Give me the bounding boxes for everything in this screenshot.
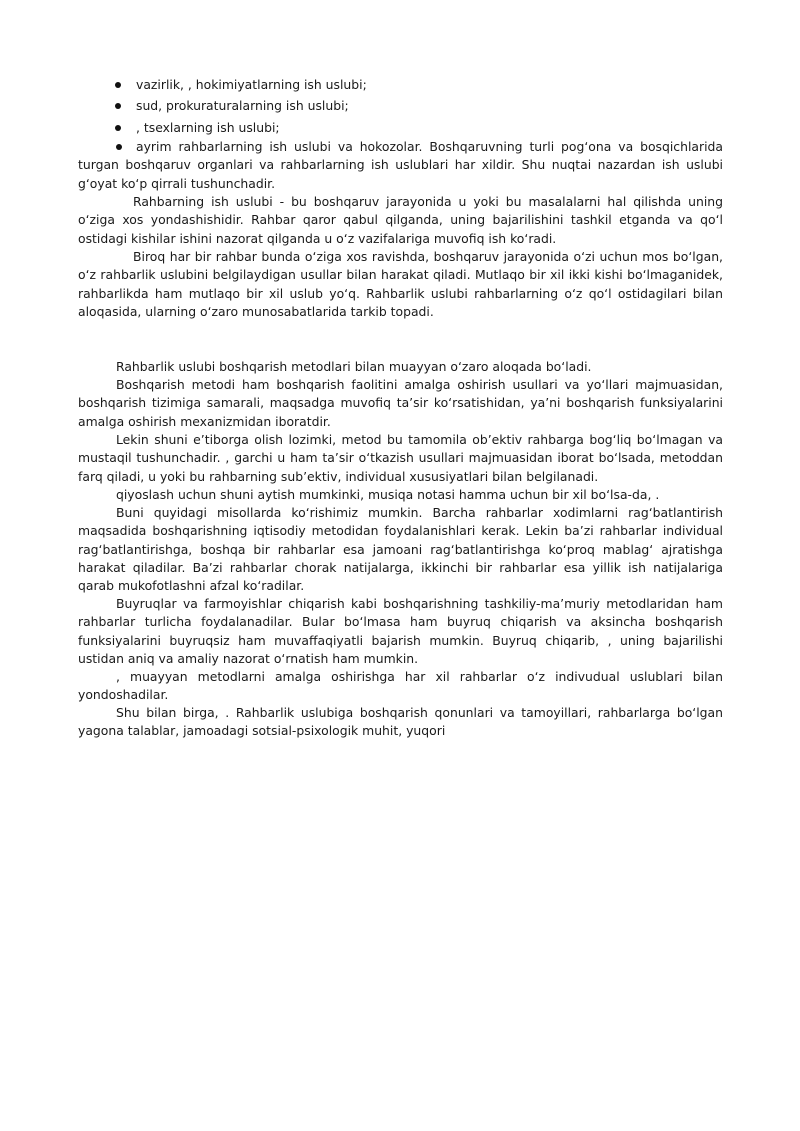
paragraph: Buyruqlar va farmoyishlar chiqarish kabi boshqarishning tashkiliy-ma’muriy metodlaridan ham rahbarlar turlicha foydalanadilar. Bular bo‘lmasa ham buyruq chiqarish va aksincha boshqarish funksiyalarini buyruqsiz ham muvaffaqiyatli bajarish mumkin. Buyruq chiqarib, , uning bajarilishi ustidan aniq va amaliy nazorat o‘rnatish ham mumkin. bbox=[78, 596, 723, 666]
bullet-dot-icon bbox=[115, 82, 121, 88]
paragraph: Lekin shuni e’tiborga olish lozimki, metod bu tamomila ob’ektiv rahbarga bog‘liq bo‘lmagan va mustaqil tushunchadir. , garchi u ham ta’sir o‘tkazish usullari majmuasidan iborat bo‘lsada, metoddan farq qiladi, u yoki bu rahbarning sub’ektiv, individual xususiyatlari bilan belgilanadi. bbox=[78, 432, 723, 484]
bullet-dot-icon bbox=[115, 103, 121, 109]
paragraph-bullet-4 bbox=[78, 138, 723, 193]
paragraph: Shu bilan birga, . Rahbarlik uslubiga boshqarish qonunlari va tamoyillari, rahbarlarga bo‘lgan yagona talablar, jamoadagi sotsial-psixologik muhit, yuqori bbox=[78, 705, 723, 739]
paragraph: Buni quyidagi misollarda ko‘rishimiz mumkin. Barcha rahbarlar xodimlarni rag‘batlantirish maqsadida boshqarishning iqtisodiy metodidan foydalanishlari kerak. Lekin ba’zi rahbarlar individual rag‘batlantirishga, boshqa bir rahbarlar esa jamoani rag‘batlantirishga ko‘proq mablag‘ ajratishga harakat qiladilar. Ba’zi rahbarlar chorak natijalarga, ikkinchi bir rahbarlar esa yillik ish natijalariga qarab mukofotlashni afzal ko‘radilar. bbox=[78, 505, 723, 594]
bullet-text: , tsexlarning ish uslubi; bbox=[136, 120, 280, 135]
paragraph: Biroq har bir rahbar bunda o‘ziga xos ravishda, boshqaruv jarayonida o‘zi uchun mos bo‘lgan, o‘z rahbarlik uslubini belgilaydigan usullar bilan harakat qiladi. Mutlaqo bir xil ikki kishi bo‘lmaganidek, rahbarlikda ham mutlaqo bir xil uslub yo‘q. Rahbarlik uslubi rahbarlarning o‘z qo‘l ostidagilari bilan aloqasida, ularning o‘zaro munosabatlarida tarkib topadi. bbox=[78, 249, 723, 319]
bullet-dot-icon bbox=[115, 125, 121, 131]
paragraph: , muayyan metodlarni amalga oshirishga har xil rahbarlar o‘z indivudual uslublari bilan yondoshadilar. bbox=[78, 669, 723, 703]
bullet-text: ayrim rahbarlarning ish uslubi va hokozolar. bbox=[136, 139, 423, 154]
paragraph-text: Boshqaruvning turli pog‘ona va bosqichlarida turgan boshqaruv organlari va rahbarlarning ish uslublari har xildir. Shu nuqtai nazardan ish uslubi g‘oyat ko‘p qirrali tushunchadir. bbox=[78, 139, 723, 191]
paragraph: qiyoslash uchun shuni aytish mumkinki, musiqa notasi hamma uchun bir xil bo‘lsa-da, . bbox=[116, 487, 660, 502]
bullet-text: vazirlik, , hokimiyatlarning ish uslubi; bbox=[136, 77, 367, 92]
bullet-text: sud, prokuraturalarning ish uslubi; bbox=[136, 98, 349, 113]
paragraph: Rahbarlik uslubi boshqarish metodlari bilan muayyan o‘zaro aloqada bo‘ladi. bbox=[116, 359, 592, 374]
paragraph: Boshqarish metodi ham boshqarish faolitini amalga oshirish usullari va yo‘llari majmuasidan, boshqarish tizimiga samarali, maqsadga muvofiq ta’sir ko‘rsatishidan, ya’ni boshqarish funksiyalarini amalga oshirish mexanizmidan iboratdir. bbox=[78, 377, 723, 429]
paragraph: Rahbarning ish uslubi - bu boshqaruv jarayonida u yoki bu masalalarni hal qilishda uning o‘ziga xos yondashishidir. Rahbar qaror qabul qilganda, uning bajarilishini tashkil etganda va qo‘l ostidagi kishilar ishini nazorat qilganda u o‘z vazifalariga muvofiq ish ko‘radi. bbox=[78, 194, 723, 246]
bullet-dot-icon bbox=[116, 144, 122, 150]
